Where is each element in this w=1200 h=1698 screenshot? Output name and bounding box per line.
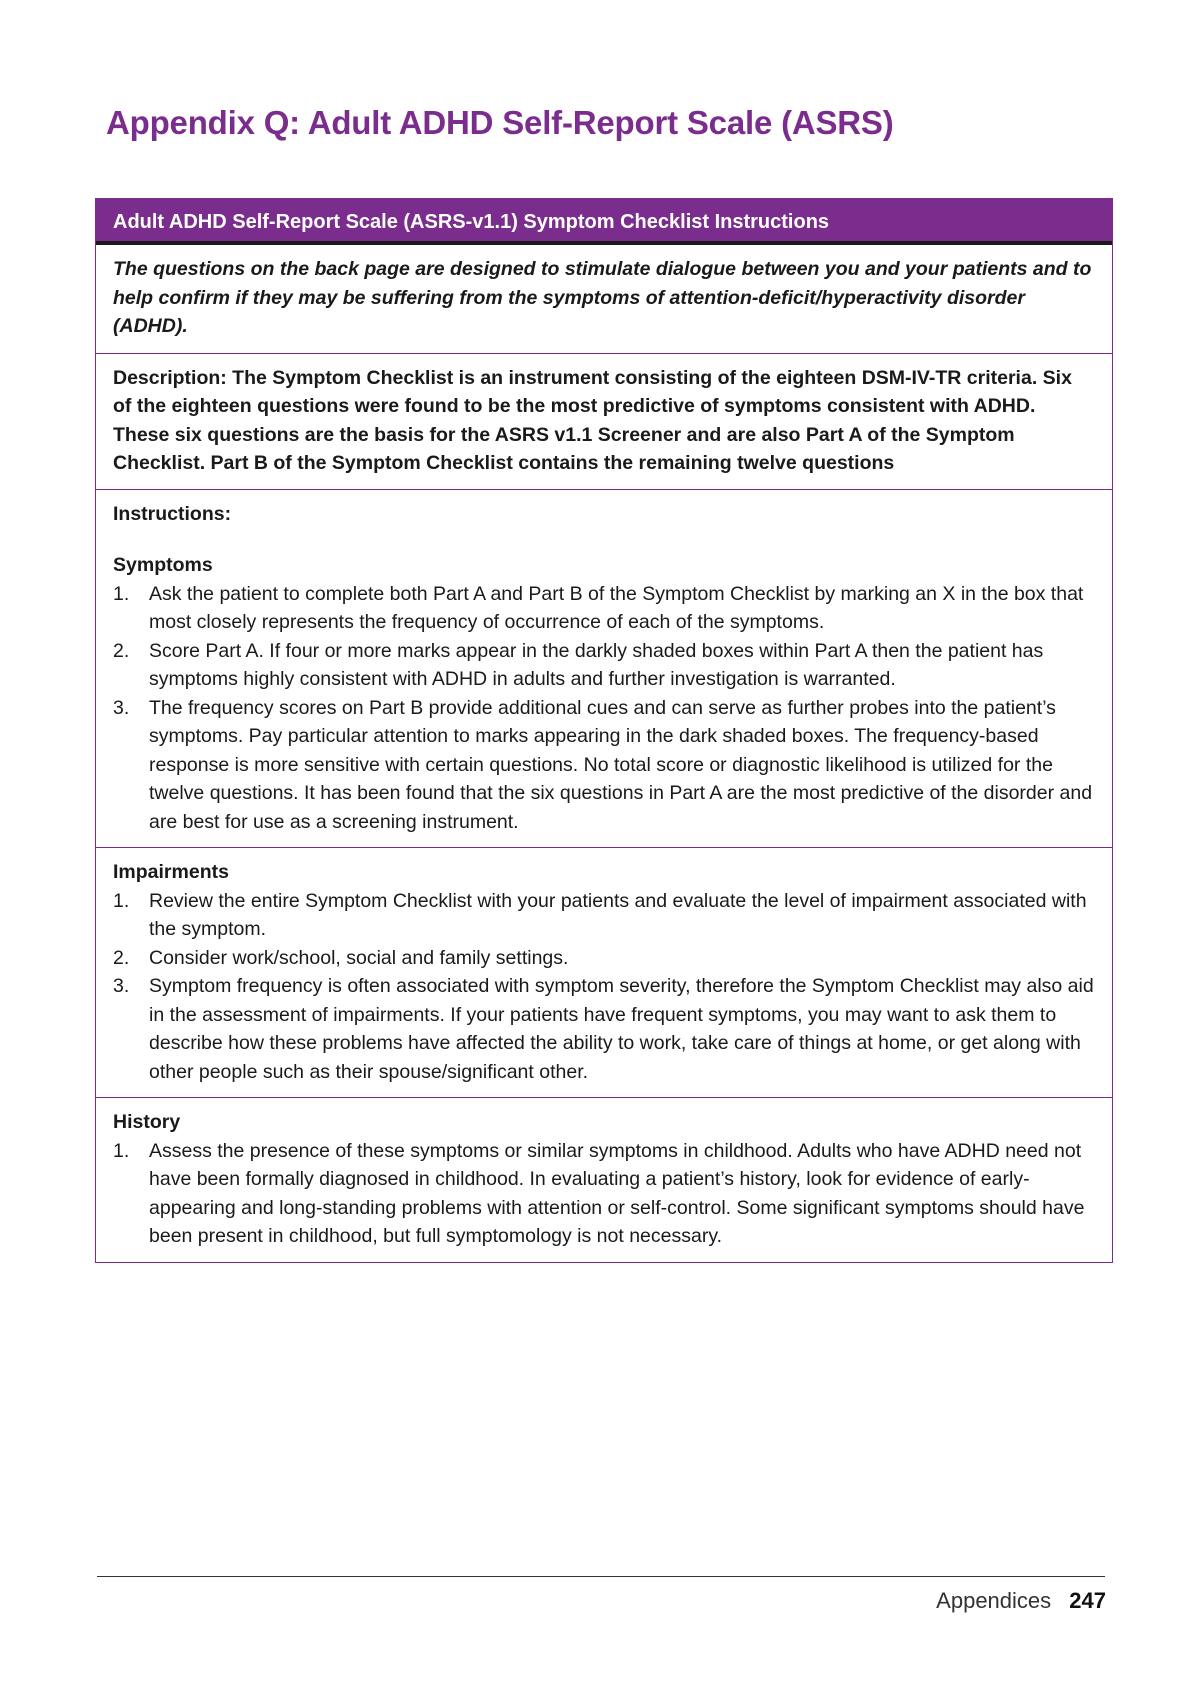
symptoms-list xyxy=(113,580,1095,837)
history-section xyxy=(96,1098,1112,1262)
symptoms-section xyxy=(96,490,1112,849)
page-number: 247 xyxy=(1069,1588,1106,1613)
impairments-list xyxy=(113,887,1095,1087)
item-text: The frequency scores on Part B provide additional cues and can serve as further probes into the patient’s symptoms. Pay particular attention to marks appearing in the dark shaded boxes. The frequency-based response is more sensitive with certain questions. No total score or diagnostic likelihood is utilized for the twelve questions. It has been found that the six questions in Part A are the most predictive of the disorder and are best for use as a screening instrument. xyxy=(149,696,1093,833)
list-item xyxy=(113,1137,1095,1251)
item-text: Review the entire Symptom Checklist with your patients and evaluate the level of impairment associated with the symptom. xyxy=(149,889,1087,940)
item-text: Score Part A. If four or more marks appear in the darkly shaded boxes within Part A then the patient has symptoms highly consistent with ADHD in adults and further investigation is warranted. xyxy=(149,639,1044,690)
item-text: Symptom frequency is often associated with symptom severity, therefore the Symptom Checklist may also aid in the assessment of impairments. If your patients have frequent symptoms, you may want to ask them to describe how these problems have affected the ability to work, take care of things at home, or get along with other people such as their spouse/significant other. xyxy=(149,975,1094,1083)
item-number: 1. xyxy=(113,889,130,912)
footer-divider xyxy=(97,1576,1105,1577)
item-number: 3. xyxy=(113,975,130,997)
page-footer xyxy=(936,1588,1106,1614)
item-text: Consider work/school, social and family settings. xyxy=(149,946,569,969)
intro-section xyxy=(96,245,1112,354)
history-list xyxy=(113,1137,1095,1251)
impairments-section xyxy=(96,848,1112,1098)
description-text: Description: The Symptom Checklist is an instrument consisting of the eighteen DSM-IV-TR criteria. Six of the eighteen questions were found to be the most predictive of symptoms consistent with ADHD. These six questions are the basis for the ASRS v1.1 Screener and are also Part A of the Symptom Checklist. Part B of the Symptom Checklist contains the remaining twelve questions xyxy=(113,366,1072,474)
history-label: History xyxy=(113,1111,181,1133)
page-title: Appendix Q: Adult ADHD Self-Report Scale (ASRS) xyxy=(106,104,894,141)
instructions-label: Instructions: xyxy=(113,502,232,525)
item-text: Ask the patient to complete both Part A and Part B of the Symptom Checklist by marking an X in the box that most closely represents the frequency of occurrence of each of the symptoms. xyxy=(149,582,1084,633)
impairments-label: Impairments xyxy=(113,861,229,883)
item-number: 2. xyxy=(113,639,130,662)
intro-text: The questions on the back page are designed to stimulate dialogue between you and your patients and to help confirm if they may be suffering from the symptoms of attention-deficit/hyperactivity disorder (ADHD). xyxy=(113,258,1092,337)
item-number: 3. xyxy=(113,696,130,719)
list-item xyxy=(113,944,1095,973)
item-number: 2. xyxy=(113,946,130,969)
list-item xyxy=(113,694,1095,837)
list-item xyxy=(113,972,1095,1086)
footer-section-name: Appendices xyxy=(936,1588,1052,1613)
box-header: Adult ADHD Self-Report Scale (ASRS-v1.1) Symptom Checklist Instructions xyxy=(96,199,1112,245)
item-text: Assess the presence of these symptoms or similar symptoms in childhood. Adults who have ADHD need not have been formally diagnosed in childhood. In evaluating a patient’s history, look for evidence of early-appearing and long-standing problems with attention or self-control. Some significant symptoms should have been present in childhood, but full symptomology is not necessary. xyxy=(149,1139,1085,1247)
description-section xyxy=(96,354,1112,490)
item-number: 1. xyxy=(113,1139,130,1162)
item-number: 1. xyxy=(113,582,130,605)
instructions-box xyxy=(95,198,1113,1263)
list-item xyxy=(113,887,1095,944)
symptoms-label: Symptoms xyxy=(113,554,213,576)
list-item xyxy=(113,580,1095,637)
list-item xyxy=(113,637,1095,694)
